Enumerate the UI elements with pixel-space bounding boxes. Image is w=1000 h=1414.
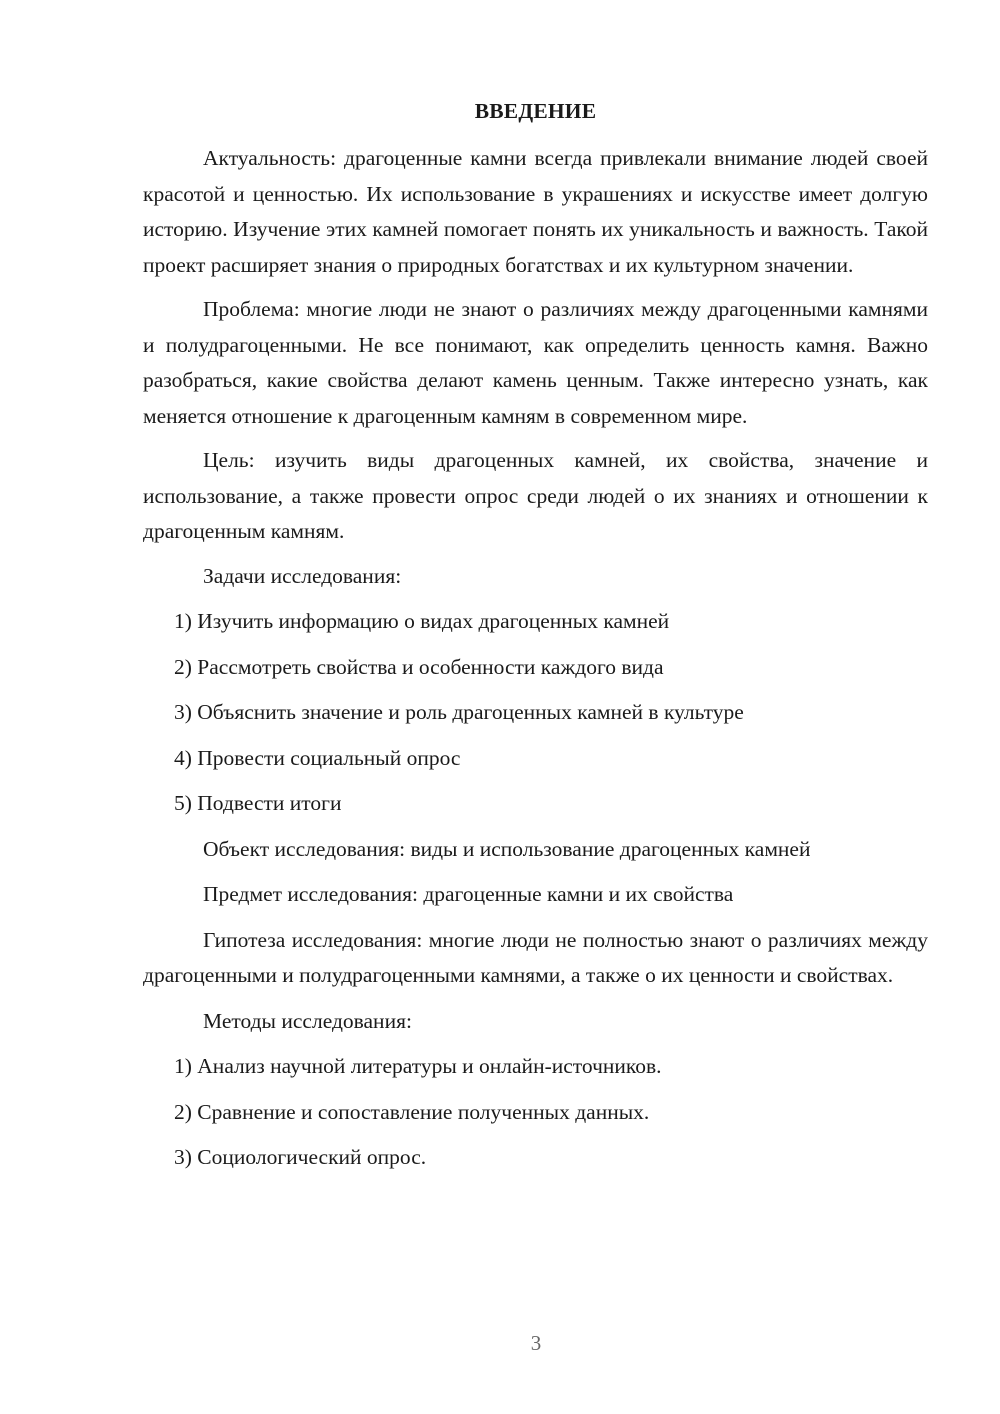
hypothesis-paragraph: Гипотеза исследования: многие люди не полностью знают о различиях между драгоценными и полудрагоценными камнями, а также о их ценности и свойствах. — [143, 927, 928, 987]
method-item: 2) Сравнение и сопоставление полученных данных. — [174, 1099, 650, 1124]
method-item: 3) Социологический опрос. — [174, 1145, 427, 1169]
method-item: 1) Анализ научной литературы и онлайн-источников. — [174, 1054, 662, 1078]
problem-paragraph: Проблема: многие люди не знают о различиях между драгоценными камнями и полудрагоценными. Не все понимают, как определить ценность камня. Важно разобраться, какие свойства делают камень ценным. Также интересно узнать, как меняется отношение к драгоценным камням в современном мире. — [143, 297, 928, 428]
methods-heading: Методы исследования: — [203, 1008, 412, 1033]
goal-paragraph: Цель: изучить виды драгоценных камней, их свойства, значение и использование, а также провести опрос среди людей о их знаниях и отношении к драгоценным камням. — [143, 448, 928, 543]
task-item: 2) Рассмотреть свойства и особенности каждого вида — [174, 654, 664, 679]
task-item: 4) Провести социальный опрос — [174, 745, 461, 770]
task-item: 1) Изучить информацию о видах драгоценных камней — [174, 609, 670, 633]
section-title: ВВЕДЕНИЕ — [474, 99, 597, 123]
subject-paragraph: Предмет исследования: драгоценные камни и их свойства — [203, 882, 734, 906]
page-number: 3 — [530, 1331, 542, 1355]
document-page — [143, 94, 928, 1176]
tasks-heading: Задачи исследования: — [203, 563, 402, 588]
task-item: 5) Подвести итоги — [174, 791, 342, 815]
relevance-paragraph: Актуальность: драгоценные камни всегда привлекали внимание людей своей красотой и ценностью. Их использование в украшениях и искусстве имеет долгую историю. Изучение этих камней помогает понять их уникальность и важность. Такой проект расширяет знания о природных богатствах и их культурном значении. — [143, 146, 928, 277]
object-paragraph: Объект исследования: виды и использование драгоценных камней — [203, 836, 811, 861]
task-item: 3) Объяснить значение и роль драгоценных камней в культуре — [174, 700, 744, 724]
